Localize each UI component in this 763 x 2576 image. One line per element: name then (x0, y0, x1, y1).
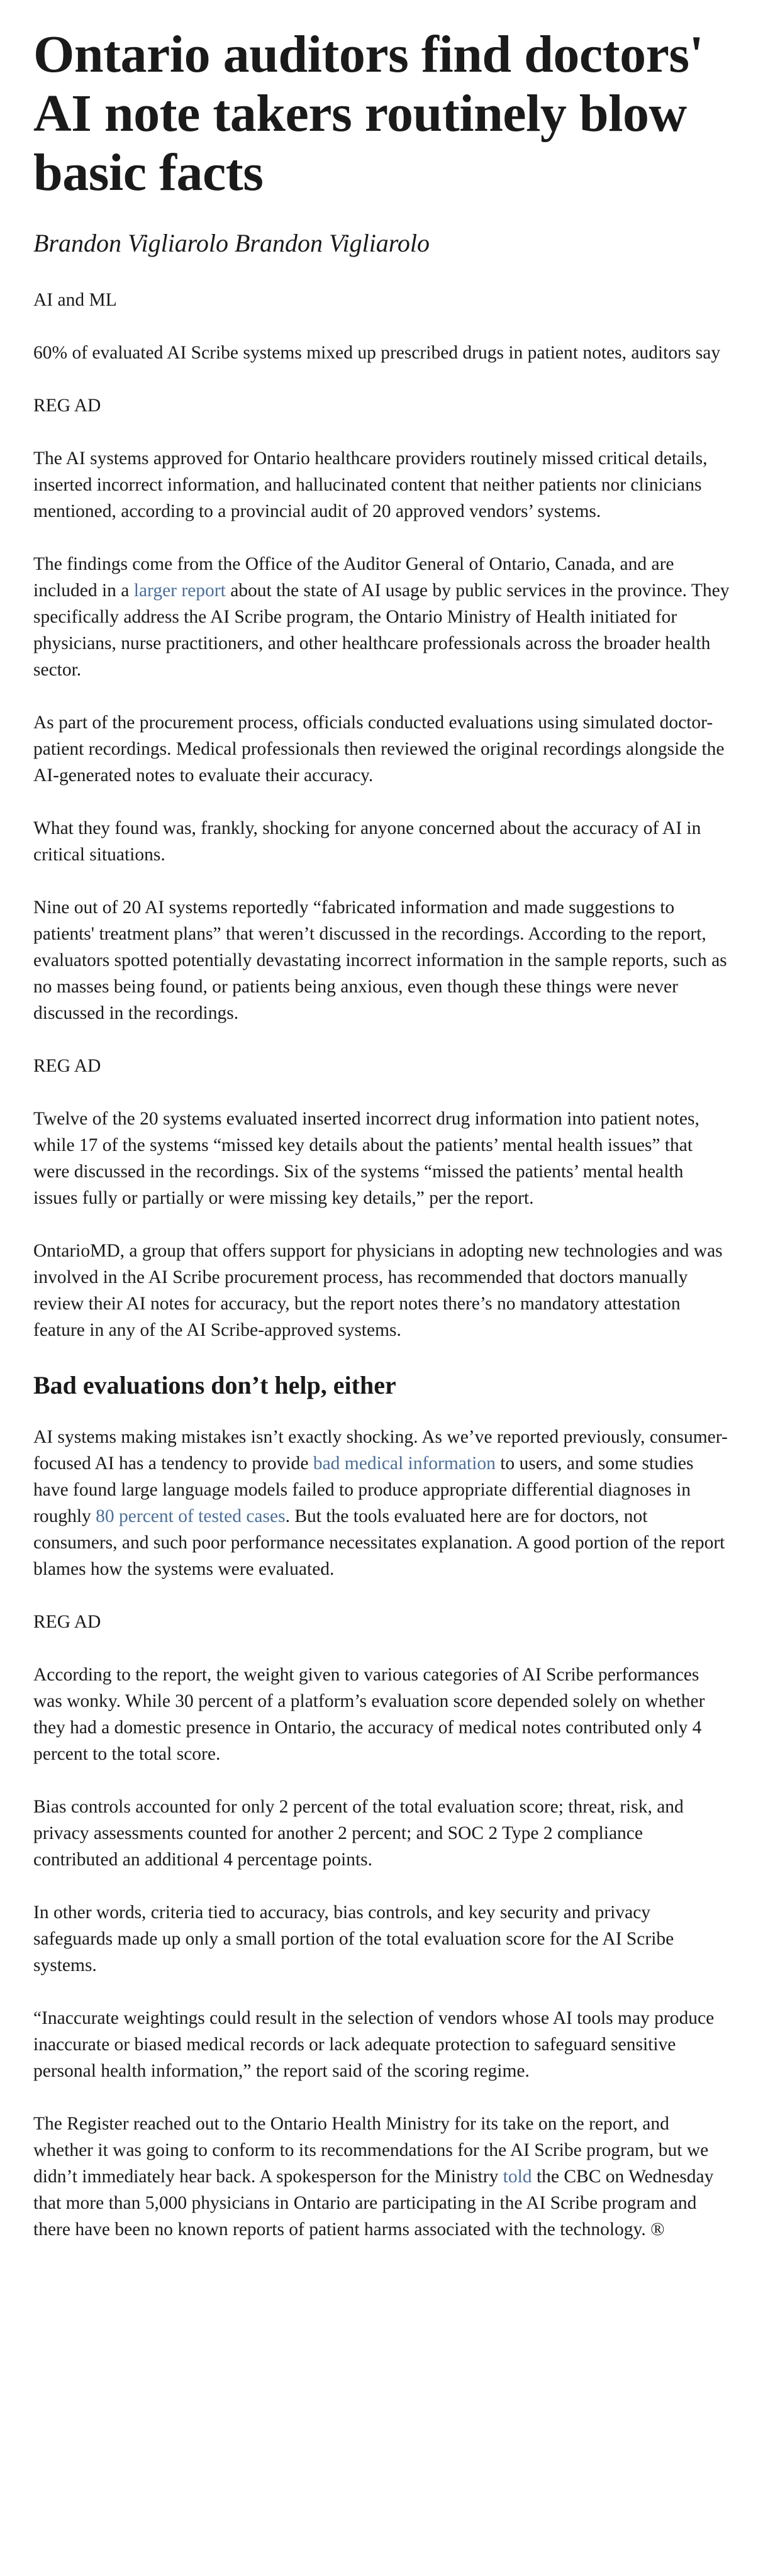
section-heading: Bad evaluations don’t help, either (33, 1371, 396, 1399)
ad-label: REG AD (33, 1612, 101, 1632)
paragraph: Nine out of 20 AI systems reportedly “fabricated information and made suggestions to patients' treatment plans” that weren’t discussed in the recordings. According to the report, evaluators spotted potentially devastating incorrect information in the sample reports, such as no masses being found, or patients being anxious, even though these things were never discussed in the recordings. (33, 897, 727, 1023)
paragraph: The AI systems approved for Ontario healthcare providers routinely missed critical details, inserted incorrect information, and hallucinated content that neither patients nor clinicians mentioned, according to a provincial audit of 20 approved vendors’ systems. (33, 448, 708, 521)
larger-report-link[interactable]: larger report (133, 580, 226, 601)
paragraph: Bias controls accounted for only 2 percent of the total evaluation score; threat, risk, and privacy assessments counted for another 2 percent; and SOC 2 Type 2 compliance contributed an additional 4 percentage points. (33, 1797, 684, 1870)
paragraph: What they found was, frankly, shocking for anyone concerned about the accuracy of AI in critical situations. (33, 818, 701, 865)
paragraph-text: The Register reached out to the Ontario Health Ministry for its take on the report, and whether it was going to conform to its recommendations for the AI Scribe program, but we didn’t immediately hear back. A spokesperson for the Ministry (33, 2114, 709, 2187)
told-link[interactable]: told (503, 2167, 532, 2187)
paragraph: In other words, criteria tied to accuracy, bias controls, and key security and privacy safeguards made up only a small portion of the total evaluation score for the AI Scribe systems. (33, 1902, 674, 1975)
paragraph (33, 551, 730, 683)
paragraph (33, 2111, 730, 2243)
article-subtitle: 60% of evaluated AI Scribe systems mixed up prescribed drugs in patient notes, auditors say (33, 343, 721, 363)
paragraph-text: the CBC on Wednesday that more than 5,000 physicians in Ontario are participating in the AI Scribe program and there have been no known reports of patient harms associated with the technology. ® (33, 2167, 714, 2240)
article-title: Ontario auditors find doctors' AI note takers routinely blow basic facts (33, 25, 704, 202)
paragraph: OntarioMD, a group that offers support for physicians in adopting new technologies and was involved in the AI Scribe procurement process, has recommended that doctors manually review their AI notes for accuracy, but the report notes there’s no mandatory attestation feature in any of the AI Scribe-approved systems. (33, 1241, 723, 1340)
paragraph: According to the report, the weight given to various categories of AI Scribe performances was wonky. While 30 percent of a platform’s evaluation score depended solely on whether they had a domestic presence in Ontario, the accuracy of medical notes contributed only 4 percent to the total score. (33, 1665, 705, 1764)
paragraph-text: . But the tools evaluated here are for doctors, not consumers, and such poor performance necessitates explanation. A good portion of the report blames how the systems were evaluated. (33, 1506, 725, 1579)
ad-label: REG AD (33, 1056, 101, 1076)
paragraph: “Inaccurate weightings could result in the selection of vendors whose AI tools may produce inaccurate or biased medical records or lack adequate protection to safeguard sensitive personal health information,” the report said of the scoring regime. (33, 2008, 715, 2081)
paragraph: Twelve of the 20 systems evaluated inserted incorrect drug information into patient notes, while 17 of the systems “missed key details about the patients’ mental health issues” that were discussed in the recordings. Six of the systems “missed the patients’ mental health issues fully or partially or were missing key details,” per the report. (33, 1109, 699, 1208)
paragraph (33, 1424, 730, 1582)
bad-medical-information-link[interactable]: bad medical information (313, 1453, 496, 1474)
tested-cases-link[interactable]: 80 percent of tested cases (96, 1506, 286, 1526)
paragraph-text: AI systems making mistakes isn’t exactly shocking. As we’ve reported previously, consumer-focused AI has a tendency to provide (33, 1427, 728, 1474)
paragraph: As part of the procurement process, officials conducted evaluations using simulated doctor-patient recordings. Medical professionals then reviewed the original recordings alongside the AI-generated notes to evaluate their accuracy. (33, 713, 725, 786)
category-label[interactable]: AI and ML (33, 290, 117, 310)
paragraph-text: The findings come from the Office of the Auditor General of Ontario, Canada, and are included in a (33, 554, 674, 601)
paragraph-text: to users, and some studies have found large language models failed to produce appropriate differential diagnoses in roughly (33, 1453, 694, 1526)
paragraph-text: about the state of AI usage by public services in the province. They specifically address the AI Scribe program, the Ontario Ministry of Health initiated for physicians, nurse practitioners, and other healthcare professionals across the broader health sector. (33, 580, 730, 680)
byline[interactable]: Brandon Vigliarolo Brandon Vigliarolo (33, 229, 430, 257)
ad-label: REG AD (33, 396, 101, 416)
